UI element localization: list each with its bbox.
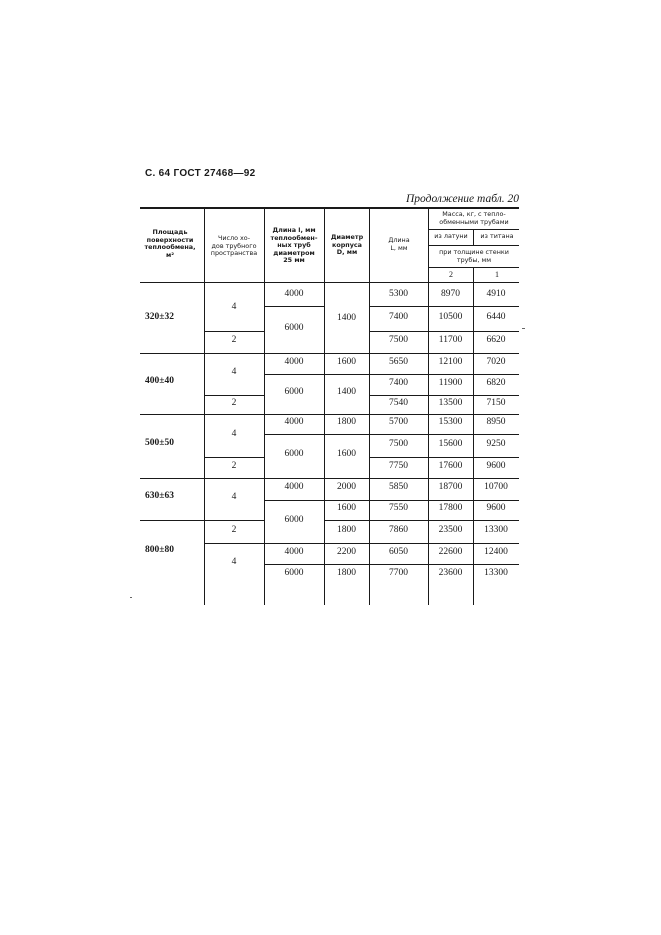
tube-length: 4000: [284, 289, 304, 299]
diameter-group-rule: [324, 543, 369, 544]
material-subheader-rule: [428, 245, 519, 246]
body-length: 7550: [389, 503, 408, 513]
body-length: 7500: [389, 438, 408, 449]
mass-brass: 13500: [438, 397, 463, 408]
tube-length: 4000: [284, 482, 304, 492]
pass-group-rule: [204, 543, 264, 544]
row-rule: [369, 306, 519, 307]
tube-length: 4000: [284, 546, 304, 557]
header-diameter: Диаметр корпуса D, мм: [330, 233, 364, 257]
tube-group-rule: [264, 414, 324, 415]
row-rule: [369, 478, 519, 479]
pass-count: 4: [231, 301, 237, 312]
tube-length: 6000: [284, 514, 304, 525]
mass-brass: 11700: [438, 335, 463, 345]
mass-titanium: 10700: [484, 482, 508, 492]
area-group-rule: [140, 353, 204, 354]
mass-titanium: 8950: [486, 417, 506, 427]
pass-group-rule: [204, 331, 264, 332]
row-rule: [369, 331, 519, 332]
tube-group-rule: [264, 543, 324, 544]
table-top-border: [140, 207, 519, 209]
row-rule: [369, 564, 519, 565]
row-rule: [369, 395, 519, 396]
material-divider: [473, 229, 474, 245]
shell-diameter: 2000: [337, 482, 356, 492]
mass-titanium: 9250: [486, 438, 506, 449]
scan-mark: [130, 597, 132, 598]
column-divider: [264, 207, 265, 605]
area-value: 800±80: [145, 544, 174, 555]
pass-group-rule: [204, 520, 264, 521]
mass-brass: 8970: [441, 289, 460, 299]
pass-count: 4: [231, 367, 237, 377]
area-value: 320±32: [145, 311, 174, 322]
mass-brass: 18700: [438, 482, 463, 492]
tube-length: 4000: [284, 417, 304, 427]
area-value: 500±50: [145, 438, 174, 448]
tube-group-rule: [264, 478, 324, 479]
pass-group-rule: [204, 478, 264, 479]
header-brass: из латуни: [434, 232, 468, 240]
body-length: 7400: [389, 377, 408, 388]
tube-length: 6000: [284, 449, 304, 459]
tube-length: 6000: [284, 322, 304, 333]
header-bottom-border: [140, 282, 519, 283]
tube-length: 6000: [284, 387, 304, 397]
header-mass: Масса, кг, с тепло- обменными трубами: [439, 210, 509, 226]
mass-titanium: 9600: [486, 460, 506, 471]
mass-titanium: 7020: [486, 356, 506, 367]
body-length: 7500: [389, 335, 408, 345]
row-rule: [369, 414, 519, 415]
mass-titanium: 9600: [486, 503, 506, 513]
body-length: 7700: [389, 567, 408, 578]
pass-group-rule: [204, 353, 264, 354]
row-rule: [369, 434, 519, 435]
shell-diameter: 1800: [337, 567, 356, 578]
tube-group-rule: [264, 564, 324, 565]
pass-count: 2: [231, 460, 237, 471]
row-rule: [369, 353, 519, 354]
body-length: 6050: [389, 546, 408, 557]
shell-diameter: 1400: [337, 387, 356, 397]
pass-group-rule: [204, 414, 264, 415]
page-header: С. 64 ГОСТ 27468—92: [145, 168, 256, 179]
pass-count: 4: [231, 492, 237, 502]
wall-thickness-titanium: 1: [495, 270, 499, 279]
row-rule: [369, 500, 519, 501]
mass-brass: 17800: [438, 503, 463, 513]
body-length: 7400: [389, 311, 408, 322]
row-rule: [369, 543, 519, 544]
mass-brass: 15600: [438, 438, 463, 449]
diameter-group-rule: [324, 353, 369, 354]
mass-titanium: 4910: [486, 289, 506, 299]
mass-titanium: 6820: [486, 377, 506, 388]
tube-group-rule: [264, 374, 324, 375]
column-divider: [324, 207, 325, 605]
shell-diameter: 1800: [337, 524, 356, 535]
shell-diameter: 2200: [337, 546, 356, 557]
tube-group-rule: [264, 434, 324, 435]
tube-group-rule: [264, 353, 324, 354]
area-value: 630±63: [145, 491, 174, 501]
pass-count: 2: [231, 335, 237, 345]
diameter-group-rule: [324, 414, 369, 415]
area-group-rule: [140, 520, 204, 521]
mass-titanium: 6620: [486, 335, 506, 345]
tube-length: 6000: [284, 567, 304, 578]
header-titanium: из титана: [480, 232, 514, 240]
pass-count: 4: [231, 557, 237, 567]
scan-mark: [522, 328, 525, 329]
body-length: 7750: [389, 460, 408, 471]
mass-brass: 23500: [438, 524, 463, 535]
area-group-rule: [140, 414, 204, 415]
mass-brass: 10500: [438, 311, 463, 322]
body-length: 7860: [389, 524, 408, 535]
row-rule: [369, 457, 519, 458]
header-passes: Число хо- дов трубного пространства: [210, 234, 258, 258]
body-length: 5850: [389, 482, 408, 492]
pass-count: 4: [231, 428, 237, 439]
mass-titanium: 12400: [484, 546, 508, 557]
pass-group-rule: [204, 395, 264, 396]
area-group-rule: [140, 478, 204, 479]
body-length: 5700: [389, 417, 408, 427]
mass-titanium: 7150: [486, 397, 506, 408]
shell-diameter: 1800: [337, 417, 356, 427]
area-value: 400±40: [145, 375, 174, 386]
row-rule: [369, 520, 519, 521]
shell-diameter: 1600: [337, 503, 356, 513]
diameter-group-rule: [324, 564, 369, 565]
mass-brass: 11900: [438, 377, 463, 388]
body-length: 5650: [389, 356, 408, 367]
diameter-group-rule: [324, 500, 369, 501]
pass-count: 2: [231, 524, 237, 535]
diameter-group-rule: [324, 478, 369, 479]
mass-titanium: 6440: [486, 311, 506, 322]
shell-diameter: 1600: [337, 449, 356, 459]
header-wall-thickness: при толщине стенки трубы, мм: [439, 248, 509, 264]
tube-length: 4000: [284, 356, 304, 367]
row-rule: [369, 374, 519, 375]
tube-group-rule: [264, 500, 324, 501]
diameter-group-rule: [324, 520, 369, 521]
diameter-group-rule: [324, 434, 369, 435]
pass-group-rule: [204, 457, 264, 458]
header-length: Длина L, мм: [388, 236, 410, 252]
body-length: 5300: [389, 289, 408, 299]
mass-brass: 15300: [438, 417, 463, 427]
mass-titanium: 13300: [484, 567, 508, 578]
mass-titanium: 13300: [484, 524, 508, 535]
header-area: Площадь поверхности теплообмена, м²: [144, 228, 196, 259]
mass-brass: 12100: [438, 356, 463, 367]
shell-diameter: 1400: [337, 312, 356, 323]
shell-diameter: 1600: [337, 356, 356, 367]
diameter-group-rule: [324, 374, 369, 375]
body-length: 7540: [389, 397, 408, 408]
mass-brass: 17600: [438, 460, 463, 471]
pass-count: 2: [231, 397, 237, 408]
tube-group-rule: [264, 306, 324, 307]
header-tube-length: Длина l, мм теплообмен- ных труб диаметром 25 мм: [270, 226, 318, 265]
mass-brass: 22600: [438, 546, 463, 557]
wall-thickness-brass: 2: [449, 270, 453, 279]
table-continuation-caption: Продолжение табл. 20: [406, 193, 519, 205]
mass-brass: 23600: [438, 567, 463, 578]
